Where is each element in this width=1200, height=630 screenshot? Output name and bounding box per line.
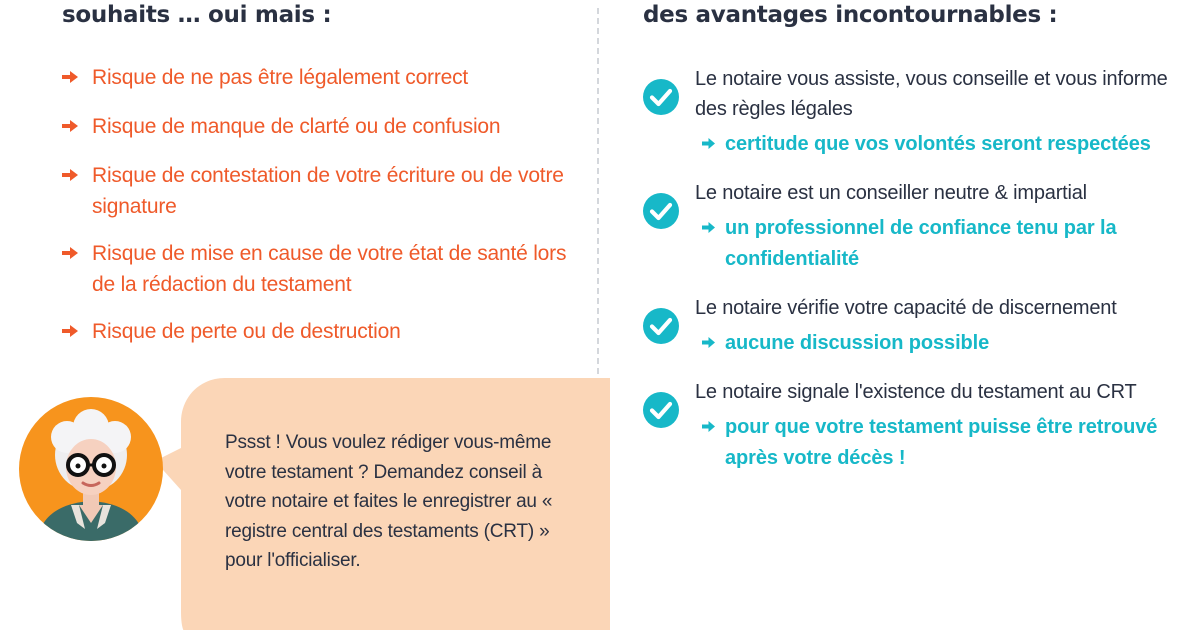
risk-item bbox=[62, 160, 572, 222]
risk-text: Risque de manque de clarté ou de confusion bbox=[92, 115, 501, 138]
advantage-item bbox=[640, 293, 1180, 359]
risk-text: Risque de perte ou de destruction bbox=[92, 320, 401, 343]
advantage-text: Le notaire signale l'existence du testament au CRT bbox=[695, 381, 1137, 403]
advantage-text: Le notaire vérifie votre capacité de discernement bbox=[695, 297, 1117, 319]
risk-text: Risque de ne pas être légalement correct bbox=[92, 66, 469, 89]
advantage-benefit bbox=[695, 129, 1180, 160]
right-heading: des avantages incontournables : bbox=[643, 2, 1058, 28]
check-circle-icon bbox=[643, 308, 679, 344]
risk-list bbox=[62, 62, 572, 365]
bubble-text: Pssst ! Vous voulez rédiger vous-même votre testament ? Demandez conseil à votre notaire et faites le enregistrer au « registre central des testaments (CRT) » pour l'officialiser. bbox=[225, 432, 553, 571]
benefit-text: aucune discussion possible bbox=[725, 332, 990, 354]
advantage-benefit bbox=[695, 328, 1180, 359]
benefit-text: certitude que vos volontés seront respectées bbox=[725, 133, 1151, 155]
risk-item bbox=[62, 238, 572, 300]
advantage-benefit bbox=[695, 412, 1180, 474]
arrow-right-icon bbox=[62, 120, 78, 132]
check-circle-icon bbox=[643, 392, 679, 428]
advantage-text: Le notaire vous assiste, vous conseille et vous informe des règles légales bbox=[695, 68, 1168, 120]
advantage-item bbox=[640, 178, 1180, 275]
risk-item bbox=[62, 111, 572, 142]
arrow-right-icon bbox=[702, 421, 715, 432]
arrow-right-icon bbox=[702, 138, 715, 149]
avatar-illustration bbox=[19, 397, 163, 541]
left-heading: souhaits … oui mais : bbox=[62, 2, 332, 28]
column-divider bbox=[597, 8, 599, 384]
advantage-benefit bbox=[695, 213, 1180, 275]
benefit-text: pour que votre testament puisse être retrouvé après votre décès ! bbox=[725, 416, 1158, 469]
arrow-right-icon bbox=[702, 337, 715, 348]
risk-item bbox=[62, 316, 572, 347]
risk-text: Risque de mise en cause de votre état de santé lors de la rédaction du testament bbox=[92, 242, 567, 296]
arrow-right-icon bbox=[62, 247, 78, 259]
arrow-right-icon bbox=[62, 169, 78, 181]
risk-item bbox=[62, 62, 572, 93]
arrow-right-icon bbox=[62, 325, 78, 337]
advantage-list bbox=[640, 64, 1180, 474]
advantage-text: Le notaire est un conseiller neutre & impartial bbox=[695, 182, 1087, 204]
arrow-right-icon bbox=[62, 71, 78, 83]
check-circle-icon bbox=[643, 79, 679, 115]
risk-text: Risque de contestation de votre écriture ou de votre signature bbox=[92, 164, 564, 218]
benefit-text: un professionnel de confiance tenu par la confidentialité bbox=[725, 217, 1117, 270]
advantage-item bbox=[640, 64, 1180, 160]
arrow-right-icon bbox=[702, 222, 715, 233]
check-circle-icon bbox=[643, 193, 679, 229]
advantage-item bbox=[640, 377, 1180, 474]
